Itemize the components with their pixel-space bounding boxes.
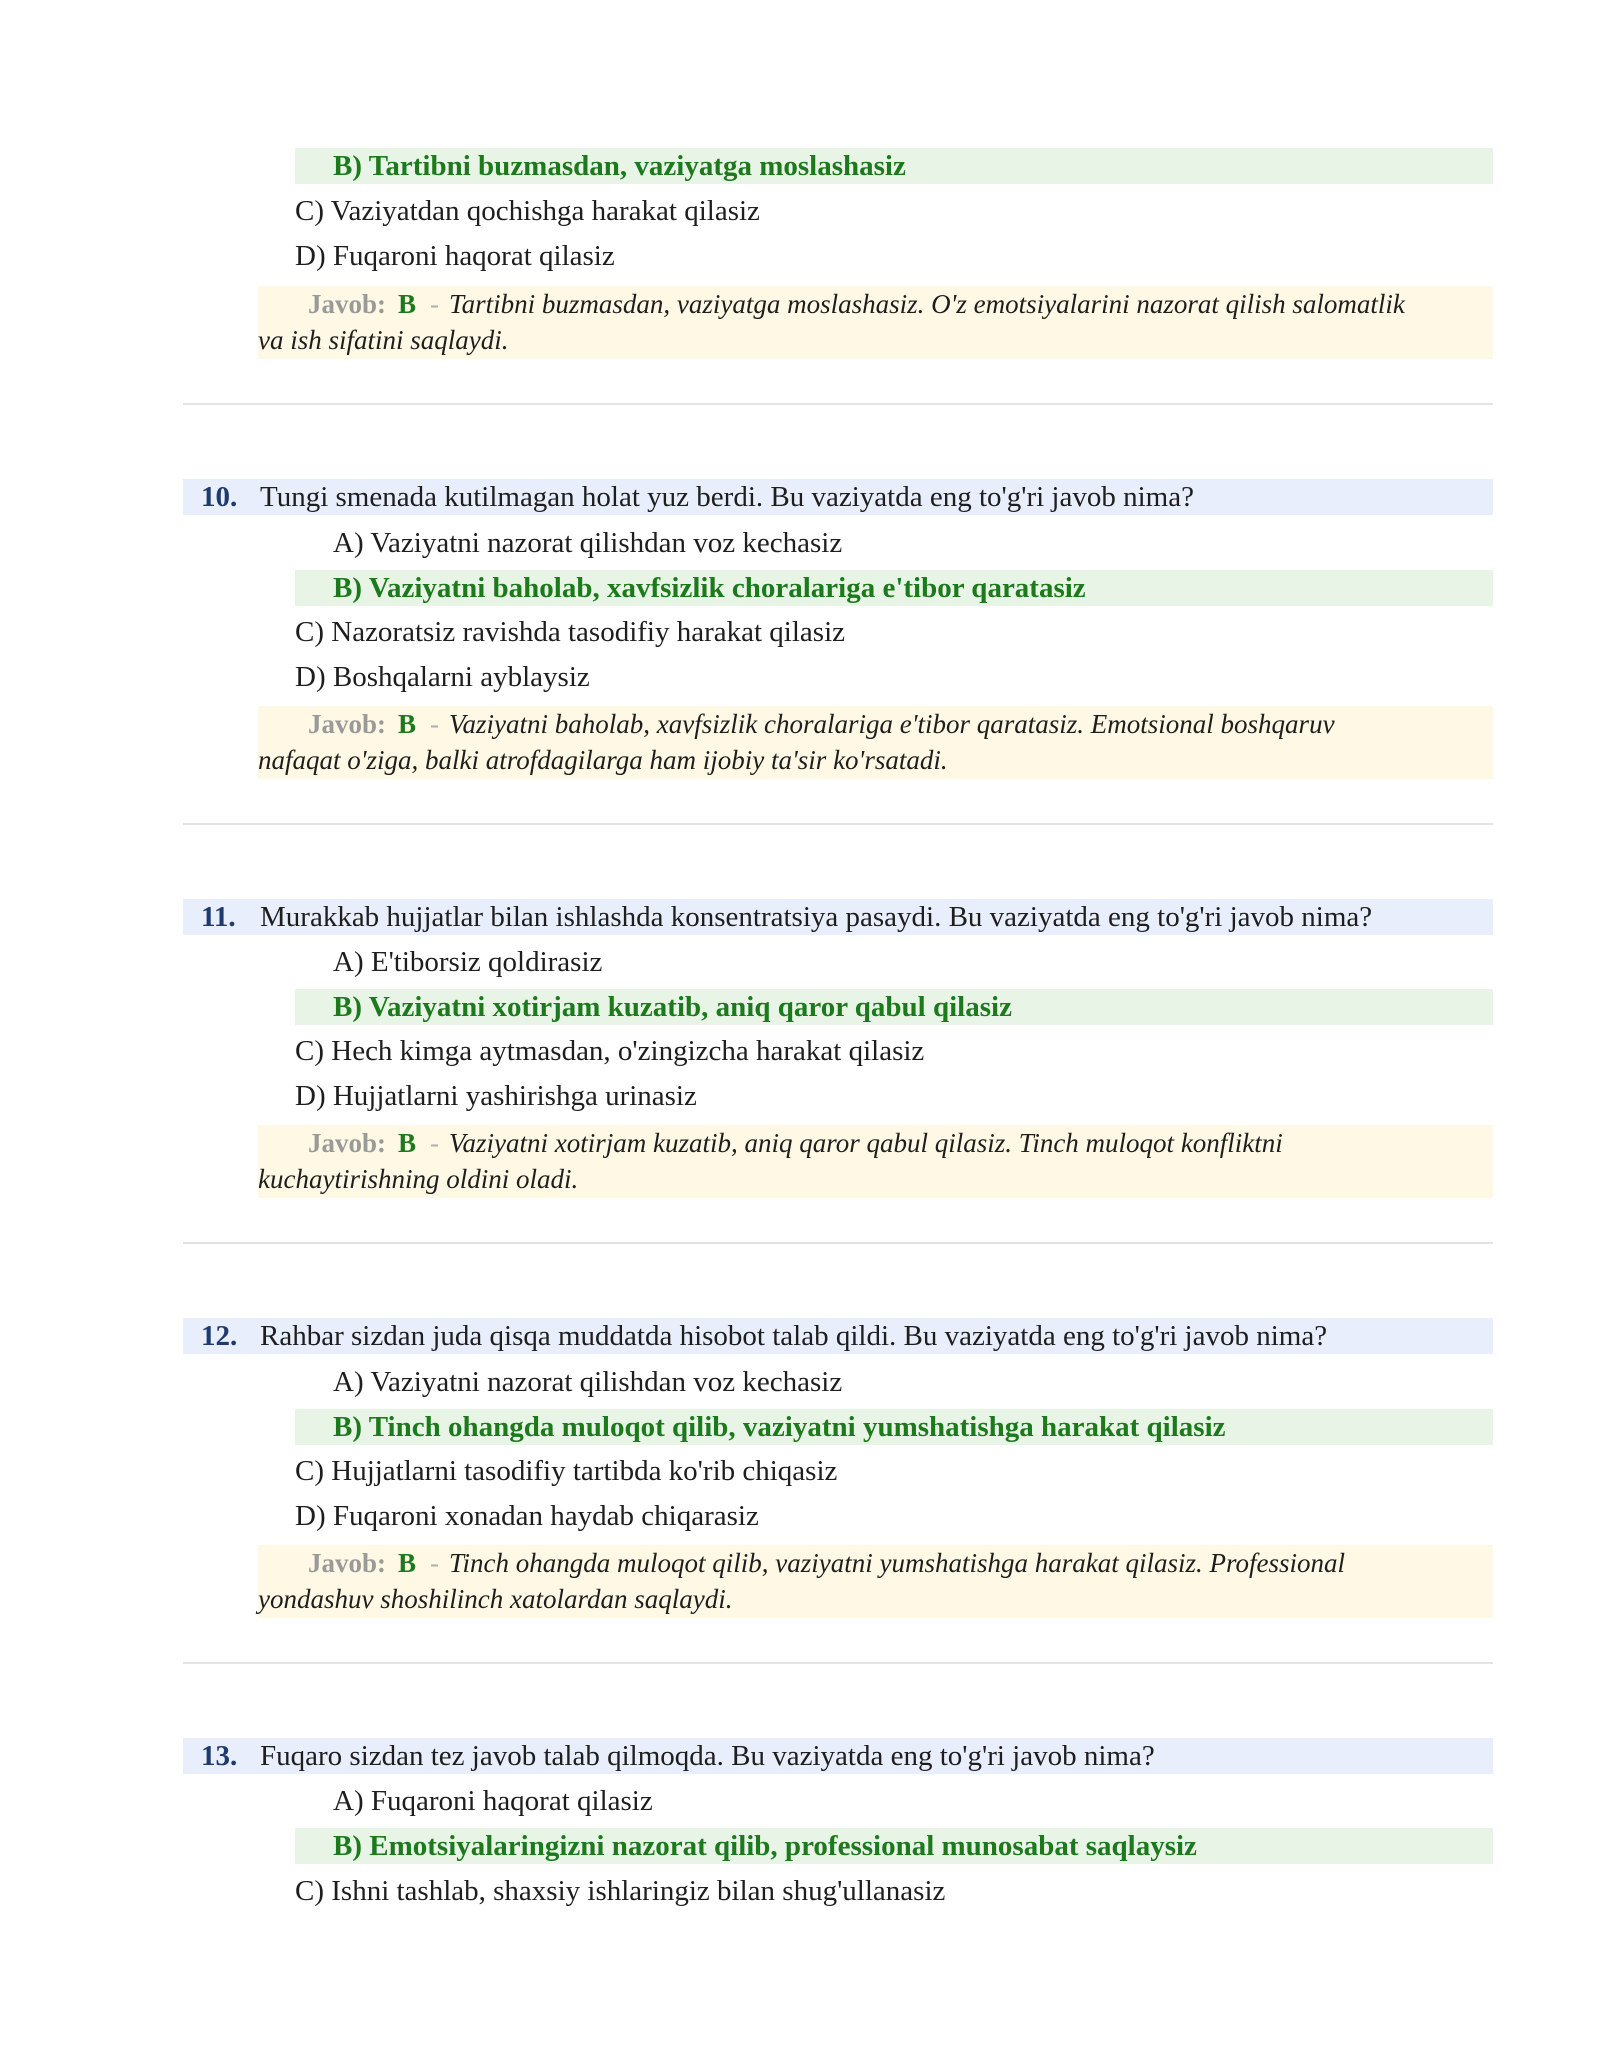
- answer-explanation-cont: kuchaytirishning oldini oladi.: [258, 1164, 579, 1194]
- question-number: 12.: [201, 1320, 238, 1352]
- option-b-text: B) Tinch ohangda muloqot qilib, vaziyatni yumshatishga harakat qilasiz: [333, 1411, 1226, 1443]
- answer-explanation-cont: nafaqat o'ziga, balki atrofdagilarga ham ijobiy ta'sir ko'rsatadi.: [258, 745, 948, 775]
- option-a: A) Vaziyatni nazorat qilishdan voz kechasiz: [333, 1366, 843, 1398]
- option-a: A) Fuqaroni haqorat qilasiz: [333, 1785, 653, 1817]
- correct-option: [295, 570, 1493, 606]
- divider: [183, 1242, 1493, 1244]
- answer-letter: B: [398, 709, 417, 739]
- question-number: 11.: [201, 901, 236, 933]
- answer-box: [258, 706, 1493, 779]
- option-b-text: B) Vaziyatni xotirjam kuzatib, aniq qaror qabul qilasiz: [333, 991, 1012, 1023]
- divider: [183, 403, 1493, 405]
- question-text: Fuqaro sizdan tez javob talab qilmoqda. Bu vaziyatda eng to'g'ri javob nima?: [260, 1740, 1155, 1772]
- divider: [183, 823, 1493, 825]
- option-a: A) E'tiborsiz qoldirasiz: [333, 946, 603, 978]
- answer-explanation: Vaziyatni baholab, xavfsizlik choralariga e'tibor qaratasiz. Emotsional boshqaruv: [449, 709, 1335, 739]
- answer-label: Javob:: [308, 289, 387, 319]
- option-c: C) Hech kimga aytmasdan, o'zingizcha harakat qilasiz: [295, 1035, 925, 1067]
- option-b-text: B) Vaziyatni baholab, xavfsizlik choralariga e'tibor qaratasiz: [333, 572, 1086, 604]
- option-d: D) Fuqaroni haqorat qilasiz: [295, 240, 615, 272]
- answer-explanation: Tartibni buzmasdan, vaziyatga moslashasiz. O'z emotsiyalarini nazorat qilish salomatlik: [449, 289, 1405, 319]
- question-text: Murakkab hujjatlar bilan ishlashda konsentratsiya pasaydi. Bu vaziyatda eng to'g'ri javob nima?: [260, 901, 1373, 933]
- question-text: Tungi smenada kutilmagan holat yuz berdi. Bu vaziyatda eng to'g'ri javob nima?: [260, 481, 1194, 513]
- option-c: C) Hujjatlarni tasodifiy tartibda ko'rib chiqasiz: [295, 1455, 838, 1487]
- answer-letter: B: [398, 1128, 417, 1158]
- question-header: [183, 899, 1493, 935]
- option-c: C) Nazoratsiz ravishda tasodifiy harakat qilasiz: [295, 616, 845, 648]
- option-c: C) Ishni tashlab, shaxsiy ishlaringiz bilan shug'ullanasiz: [295, 1875, 946, 1907]
- option-d: D) Boshqalarni ayblaysiz: [295, 661, 590, 693]
- answer-dash: -: [430, 1548, 440, 1578]
- option-c: C) Vaziyatdan qochishga harakat qilasiz: [295, 195, 760, 227]
- answer-explanation-cont: yondashuv shoshilinch xatolardan saqlaydi.: [258, 1584, 733, 1614]
- answer-box: [258, 1545, 1493, 1618]
- correct-option: [295, 1409, 1493, 1445]
- answer-label: Javob:: [308, 1128, 387, 1158]
- answer-label: Javob:: [308, 709, 387, 739]
- answer-dash: -: [430, 1128, 440, 1158]
- question-header: [183, 479, 1493, 515]
- answer-box: [258, 1125, 1493, 1198]
- correct-option: [295, 1828, 1493, 1864]
- option-a: A) Vaziyatni nazorat qilishdan voz kechasiz: [333, 527, 843, 559]
- option-d: D) Hujjatlarni yashirishga urinasiz: [295, 1080, 697, 1112]
- answer-letter: B: [398, 289, 417, 319]
- question-text: Rahbar sizdan juda qisqa muddatda hisobot talab qildi. Bu vaziyatda eng to'g'ri javob nima?: [260, 1320, 1328, 1352]
- answer-explanation: Vaziyatni xotirjam kuzatib, aniq qaror qabul qilasiz. Tinch muloqot konfliktni: [449, 1128, 1283, 1158]
- answer-label: Javob:: [308, 1548, 387, 1578]
- answer-explanation-cont: va ish sifatini saqlaydi.: [258, 325, 509, 355]
- question-number: 13.: [201, 1740, 238, 1772]
- answer-letter: B: [398, 1548, 417, 1578]
- answer-dash: -: [430, 709, 440, 739]
- correct-option: [295, 989, 1493, 1025]
- answer-box: [258, 286, 1493, 359]
- question-header: [183, 1738, 1493, 1774]
- divider: [183, 1662, 1493, 1664]
- answer-dash: -: [430, 289, 440, 319]
- option-b-text: B) Tartibni buzmasdan, vaziyatga moslashasiz: [333, 150, 906, 182]
- question-header: [183, 1318, 1493, 1354]
- question-number: 10.: [201, 481, 238, 513]
- option-b-text: B) Emotsiyalaringizni nazorat qilib, professional munosabat saqlaysiz: [333, 1830, 1197, 1862]
- answer-explanation: Tinch ohangda muloqot qilib, vaziyatni yumshatishga harakat qilasiz. Professional: [449, 1548, 1346, 1578]
- option-d: D) Fuqaroni xonadan haydab chiqarasiz: [295, 1500, 759, 1532]
- correct-option: [295, 148, 1493, 184]
